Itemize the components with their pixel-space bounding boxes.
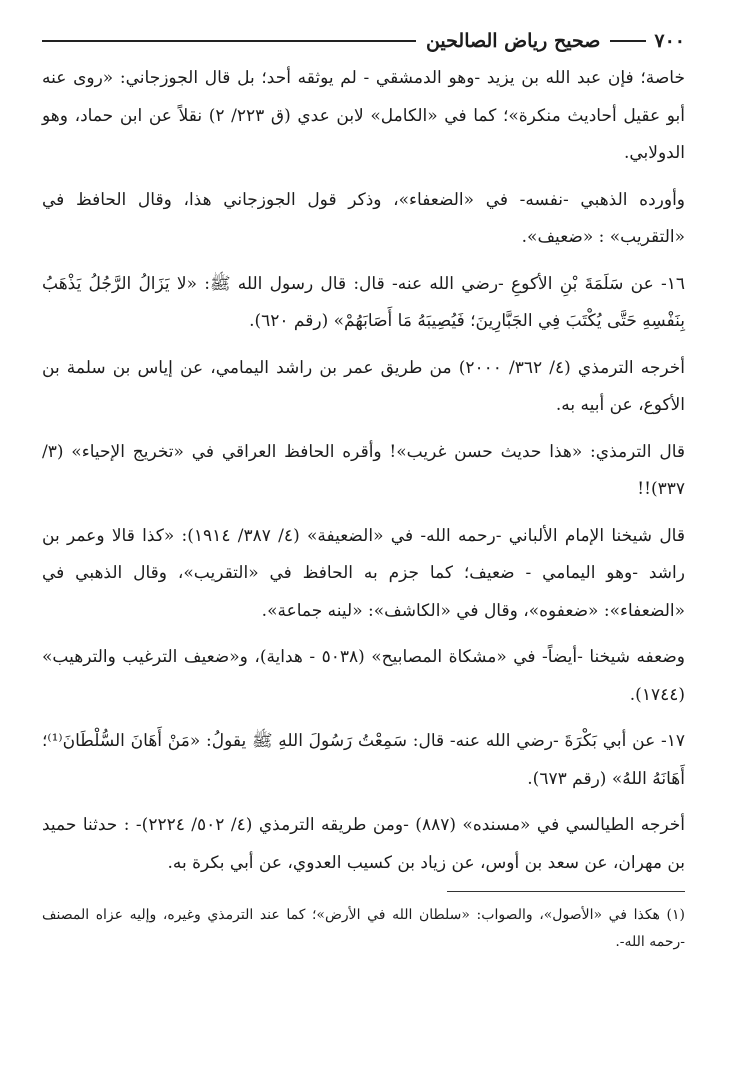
paragraph: قال الترمذي: «هذا حديث حسن غريب»! وأقره الحافظ العراقي في «تخريج الإحياء» (٣/ ٣٣٧)!!	[42, 441, 685, 499]
paragraph: وأورده الذهبي -نفسه- في «الضعفاء»، وذكر قول الجوزجاني هذا، وقال الحافظ في «التقريب» : «ضعيف».	[42, 189, 685, 247]
book-title: صحيح رياض الصالحين	[425, 30, 601, 52]
paragraph: أخرجه الترمذي (٤/ ٣٦٢/ ٢٠٠٠) من طريق عمر بن راشد اليمامي، عن إياس بن سلمة بن الأكوع، عن أبيه به.	[42, 357, 686, 415]
page-number: ٧٠٠	[654, 30, 685, 52]
paragraph: وضعفه شيخنا -أيضاً- في «مشكاة المصابيح» (٥٠٣٨ - هداية)، و«ضعيف الترغيب والترهيب» (١٧٤٤).	[42, 647, 686, 705]
hadith-16: ١٦- عن سَلَمَةَ بْنِ الأكوعِ -رضي الله عنه- قال: قال رسول الله ﷺ: «لا يَزَالُ الرَّجُلُ يَذْهَبُ بِنَفْسِهِ حَتَّى يُكْتَبَ فِي الجَبَّارِينَ؛ فَيُصِيبَهُ مَا أَصَابَهُمْ» (رقم ٦٢٠).	[42, 273, 685, 331]
header-rule-short	[610, 40, 646, 42]
running-header	[42, 22, 685, 60]
paragraph: قال شيخنا الإمام الألباني -رحمه الله- في «الضعيفة» (٤/ ٣٨٧/ ١٩١٤): «كذا قالا وعمر بن راشد -وهو اليمامي - ضعيف؛ كما جزم به الحافظ في «التقريب»، وقال الذهبي في «الضعفاء»: «ضعفوه»، وقال في «الكاشف»: «لينه جماعة».	[42, 525, 685, 621]
paragraph: خاصة؛ فإن عبد الله بن يزيد -وهو الدمشقي - لم يوثقه أحد؛ بل قال الجوزجاني: «روى عنه أبو عقيل أحاديث منكرة»؛ كما في «الكامل» لابن عدي (ق ٢٢٣/ ٢) نقلاً عن ابن حماد، وهو الدولابي.	[42, 68, 685, 163]
footnote	[42, 902, 685, 956]
main-text	[42, 60, 685, 882]
footnote-divider	[447, 891, 685, 892]
paragraph: أخرجه الطيالسي في «مسنده» (٨٨٧) -ومن طريقه الترمذي (٤/ ٥٠٢/ ٢٢٢٤)- : حدثنا حميد بن مهران، عن سعد بن أوس، عن زياد بن كسيب العدوي، عن أبي بكرة به.	[42, 815, 686, 873]
header-rule	[42, 40, 416, 42]
hadith-17: ١٧- عن أبي بَكْرَةَ -رضي الله عنه- قال: سَمِعْتُ رَسُولَ اللهِ ﷺ يقولُ: «مَنْ أَهَانَ السُّلْطَانَ⁽¹⁾؛ أَهَانَهُ اللهُ» (رقم ٦٧٣).	[42, 731, 685, 789]
footnote-text: (١) هكذا في «الأصول»، والصواب: «سلطان الله في الأرض»؛ كما عند الترمذي وغيره، وإليه عزاه المصنف -رحمه الله-.	[42, 907, 685, 950]
